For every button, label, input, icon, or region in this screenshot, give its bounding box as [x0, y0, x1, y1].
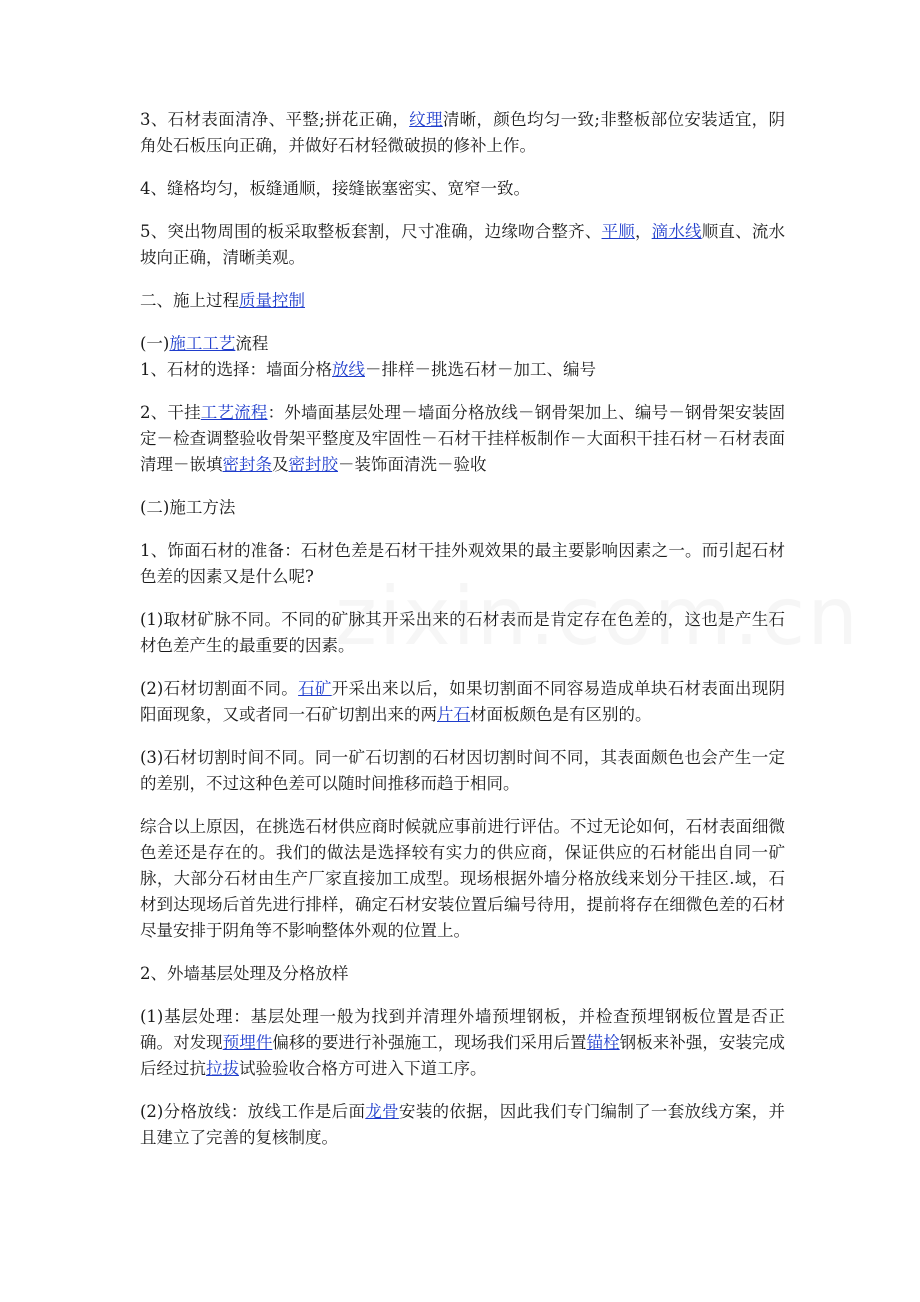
inline-link[interactable]: 密封胶: [288, 455, 338, 474]
paragraph-text: 1、饰面石材的准备：石材色差是石材干挂外观效果的最主要影响因素之一。而引起石材色差的因素又是什么呢?: [140, 541, 785, 586]
paragraph-text: 4、缝格均匀，板缝通顺，接缝嵌塞密实、宽窄一致。: [140, 179, 530, 198]
inline-link[interactable]: 片石: [437, 705, 470, 724]
paragraph-p16: [140, 1099, 785, 1151]
paragraph-text: (1)取材矿脉不同。不同的矿脉其开采出来的石材表而是肯定存在色差的，这也是产生石材色差产生的最重要的因素。: [140, 610, 785, 655]
paragraph-p7: [140, 400, 785, 478]
paragraph-p2: [140, 176, 785, 202]
paragraph-text: ：外墙面基层处理－墙面分格放线－钢骨架加上、编号－钢骨架安装固定－检查调整验收骨架平整度及牢固性－石材干挂样板制作－大面积干挂石材－石材表面清理－嵌填: [140, 403, 786, 474]
paragraph-p10: [140, 607, 785, 659]
inline-link[interactable]: 密封条: [222, 455, 272, 474]
paragraph-p9: [140, 538, 785, 590]
paragraph-text: ，: [634, 222, 652, 241]
inline-link[interactable]: 石矿: [298, 679, 332, 698]
paragraph-p11: [140, 676, 785, 728]
inline-link[interactable]: 施工工艺: [169, 334, 236, 353]
paragraph-p12: [140, 745, 785, 797]
paragraph-text: 清晰，颜色均匀一致;非整板部位安装适宜，阴角处石板压向正确，并做好石材轻微破损的修补上作。: [140, 110, 786, 155]
paragraph-p5: [140, 331, 785, 357]
paragraph-text: (一): [140, 334, 170, 353]
paragraph-p1: [140, 107, 785, 159]
inline-link[interactable]: 平顺: [601, 222, 635, 241]
paragraph-text: 材面板颇色是有区别的。: [470, 705, 652, 724]
paragraph-text: (3)石材切割时间不同。同一矿石切割的石材因切割时间不同，其表面颇色也会产生一定的差别，不过这种色差可以随时间推移而趋于相同。: [140, 748, 785, 793]
paragraph-p8: [140, 495, 785, 521]
paragraph-text: 3、石材表面清净、平整;拼花正确，: [140, 110, 410, 129]
paragraph-p14: [140, 961, 785, 987]
paragraph-text: 钢板来补强，安装完成后经过抗: [140, 1033, 786, 1078]
paragraph-text: 开采出来以后，如果切割面不同容易造成单块石材表面出现阴阳面现象，又或者同一石矿切割出来的两: [140, 679, 786, 724]
inline-link[interactable]: 锚栓: [586, 1033, 620, 1052]
paragraph-text: 2、外墙基层处理及分格放样: [140, 964, 349, 983]
paragraph-text: (2)分格放线：放线工作是后面: [140, 1102, 366, 1121]
inline-link[interactable]: 放线: [332, 360, 365, 379]
paragraph-text: 综合以上原因，在挑选石材供应商时候就应事前进行评估。不过无论如何，石材表面细微色差还是存在的。我们的做法是选择较有实力的供应商，保证供应的石材能出自同一矿脉，大部分石材由生产厂家直接加工成型。现场根据外墙分格放线来划分干挂区.域，石材到达现场后首先进行排样，确定石材安装位置后编号待用，提前将存在细微色差的石材尽量安排于阴角等不影响整体外观的位置上。: [140, 817, 785, 940]
paragraph-text: 顺直、流水坡向正确，清晰美观。: [140, 222, 786, 267]
paragraph-text: 二、施上过程: [140, 291, 239, 310]
paragraph-text: (2)石材切割面不同。: [140, 679, 299, 698]
inline-link[interactable]: 工艺流程: [200, 403, 268, 422]
paragraph-text: －排样－挑选石材－加工、编号: [365, 360, 596, 379]
paragraph-text: 偏移的要进行补强施工，现场我们采用后置: [272, 1033, 587, 1052]
paragraph-p13: [140, 814, 785, 944]
paragraph-text: 试验验收合格方可进入下道工序。: [239, 1059, 487, 1078]
paragraph-p4: [140, 288, 785, 314]
paragraph-text: 安装的依据，因此我们专门编制了一套放线方案，并且建立了完善的复核制度。: [140, 1102, 786, 1147]
paragraph-p3: [140, 219, 785, 271]
inline-link[interactable]: 龙骨: [365, 1102, 399, 1121]
paragraph-p15: [140, 1004, 785, 1082]
inline-link[interactable]: 拉拔: [206, 1059, 239, 1078]
paragraph-text: －装饰面清洗－验收: [338, 455, 487, 474]
paragraph-text: (二)施工方法: [140, 498, 236, 517]
inline-link[interactable]: 质量控制: [239, 291, 305, 310]
paragraph-text: (1)基层处理：基层处理一般为找到并清理外墙预埋钢板，并检查预埋钢板位置是否正确。对发现: [140, 1007, 785, 1052]
paragraph-text: 及: [272, 455, 289, 474]
inline-link[interactable]: 预埋件: [222, 1033, 273, 1052]
paragraph-p6: [140, 357, 785, 383]
paragraph-text: 1、石材的选择：墙面分格: [140, 360, 332, 379]
inline-link[interactable]: 滴水线: [651, 222, 702, 241]
inline-link[interactable]: 纹理: [409, 110, 443, 129]
paragraph-text: 5、突出物周围的板采取整板套割，尺寸准确，边缘吻合整齐、: [140, 222, 602, 241]
document-body: [140, 107, 785, 1168]
paragraph-text: 2、干挂: [140, 403, 201, 422]
paragraph-text: 流程: [235, 334, 269, 353]
